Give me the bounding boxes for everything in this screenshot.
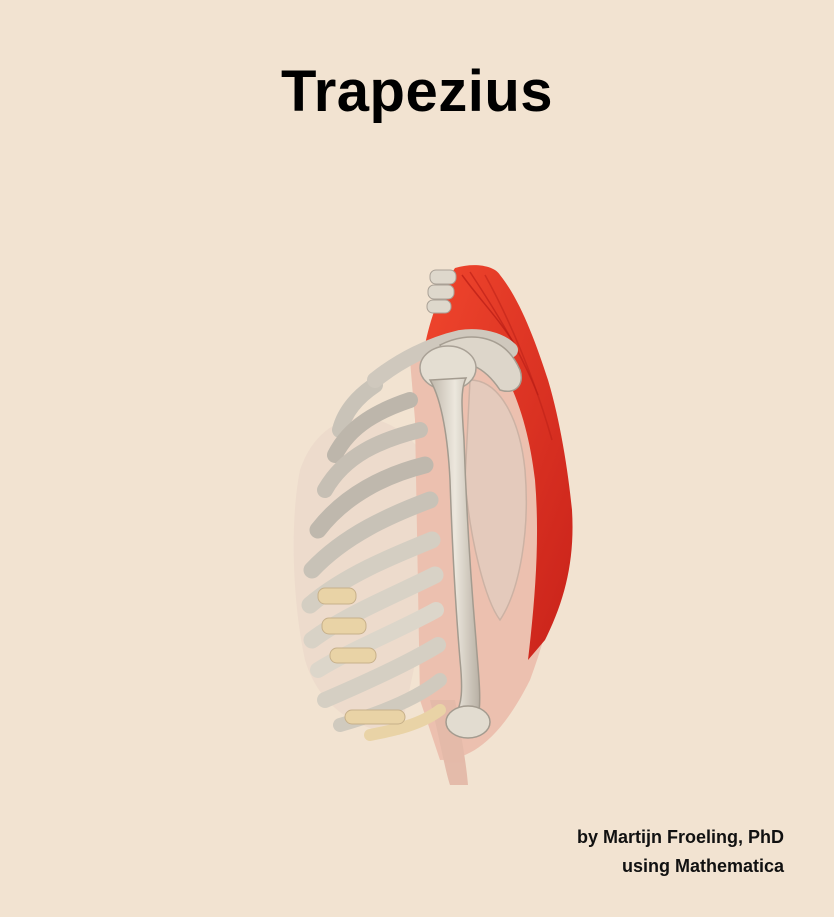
credit-author: by Martijn Froeling, PhD [576, 827, 784, 847]
figure-title: Trapezius [280, 59, 554, 124]
credit-software: using Mathematica [621, 856, 784, 876]
